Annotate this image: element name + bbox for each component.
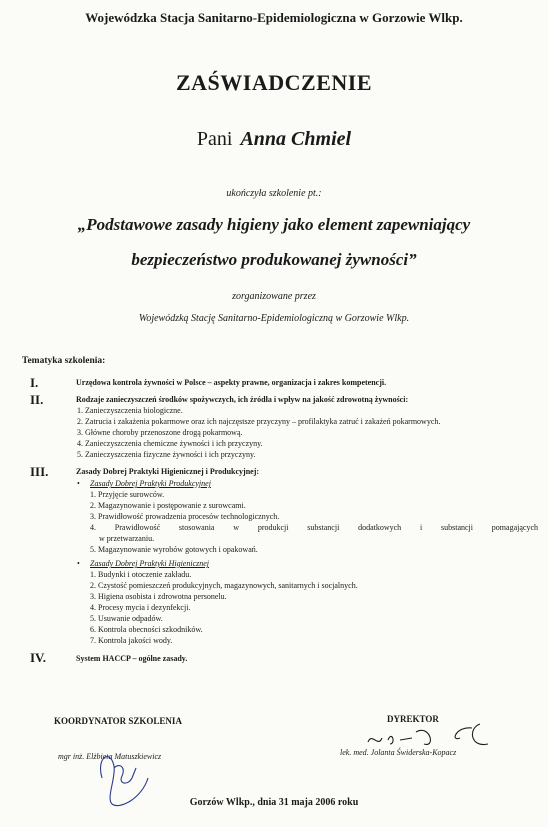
director-signature (360, 718, 510, 754)
list-item: 3. Główne choroby przenoszone drogą pokarmową. (77, 428, 243, 437)
list-item: 5. Magazynowanie wyrobów gotowych i opakowań. (90, 545, 258, 554)
list-item: 3. Higiena osobista i zdrowotna personelu. (90, 592, 227, 601)
bullet-icon: • (77, 559, 80, 568)
list-item-continuation: w przetwarzaniu. (99, 534, 155, 543)
subsection-label: Zasady Dobrej Praktyki Produkcyjnej (90, 479, 211, 488)
list-item: 4. Procesy mycia i dezynfekcji. (90, 603, 191, 612)
director-label: DYREKTOR (387, 714, 439, 724)
list-item: 2. Magazynowanie i postępowanie z surowcami. (90, 501, 246, 510)
subsection-label: Zasady Dobrej Praktyki Higienicznej (90, 559, 210, 568)
list-item: 1. Przyjęcie surowców. (90, 490, 165, 499)
coordinator-name: mgr inż. Elżbieta Matuszkiewicz (58, 752, 162, 761)
list-item: 5. Zanieczyszczenia fizyczne żywności i ich przyczyny. (77, 450, 256, 459)
list-item: 4. Prawidłowość stosowania w produkcji substancji dodatkowych i substancji pomagających (90, 523, 538, 532)
coordinator-label: KOORDYNATOR SZKOLENIA (54, 716, 182, 726)
document-title: ZAŚWIADCZENIE (176, 70, 372, 95)
course-title-line-1: „Podstawowe zasady higieny jako element zapewniający (77, 215, 471, 234)
completed-text: ukończyła szkolenie pt.: (226, 188, 322, 199)
list-item: 6. Kontrola obecności szkodników. (90, 625, 203, 634)
course-title-line-2: bezpieczeństwo produkowanej żywności” (131, 250, 417, 269)
list-item: 1. Budynki i otoczenie zakładu. (90, 570, 192, 579)
organized-by-text: zorganizowane przez (232, 291, 316, 302)
section-title: Rodzaje zanieczyszczeń środków spożywczych, ich źródła i wpływ na jakość zdrowotną żywności: (76, 395, 409, 404)
section-number: I. (30, 375, 39, 390)
list-item: 5. Usuwanie odpadów. (90, 614, 163, 623)
list-item: 7. Kontrola jakości wody. (90, 636, 173, 645)
section-title: System HACCP – ogólne zasady. (76, 654, 188, 663)
list-item: 1. Zanieczyszczenia biologiczne. (77, 406, 183, 415)
list-item: 2. Czystość pomieszczeń produkcyjnych, magazynowych, sanitarnych i socjalnych. (90, 581, 358, 590)
recipient-line (0, 128, 548, 151)
director-name: lek. med. Jolanta Świderska-Kopacz (340, 748, 457, 757)
section-number: IV. (30, 650, 47, 665)
recipient-name: Anna Chmiel (240, 128, 352, 150)
section-title: Zasady Dobrej Praktyki Higienicznej i Produkcyjnej: (76, 467, 260, 476)
place-and-date: Gorzów Wlkp., dnia 31 maja 2006 roku (189, 797, 359, 808)
organizer-name: Wojewódzką Stację Sanitarno-Epidemiologiczną w Gorzowie Wlkp. (138, 313, 410, 324)
bullet-icon: • (77, 479, 80, 488)
section-number: III. (30, 464, 49, 479)
section-title: Urzędowa kontrola żywności w Polsce – aspekty prawne, organizacja i zakres kompetencji. (76, 378, 387, 387)
salutation: Pani (196, 128, 233, 150)
list-item: 3. Prawidłowość prowadzenia procesów technologicznych. (90, 512, 280, 521)
section-number: II. (30, 392, 44, 407)
list-item: 4. Zanieczyszczenia chemiczne żywności i ich przyczyny. (77, 439, 263, 448)
institution-name: Wojewódzka Stacja Sanitarno-Epidemiologiczna w Gorzowie Wlkp. (85, 10, 463, 25)
list-item: 2. Zatrucia i zakażenia pokarmowe oraz ich najczęstsze przyczyny – profilaktyka zatruć i zakażeń pokarmowych. (77, 417, 441, 426)
topics-heading: Tematyka szkolenia: (22, 356, 106, 366)
